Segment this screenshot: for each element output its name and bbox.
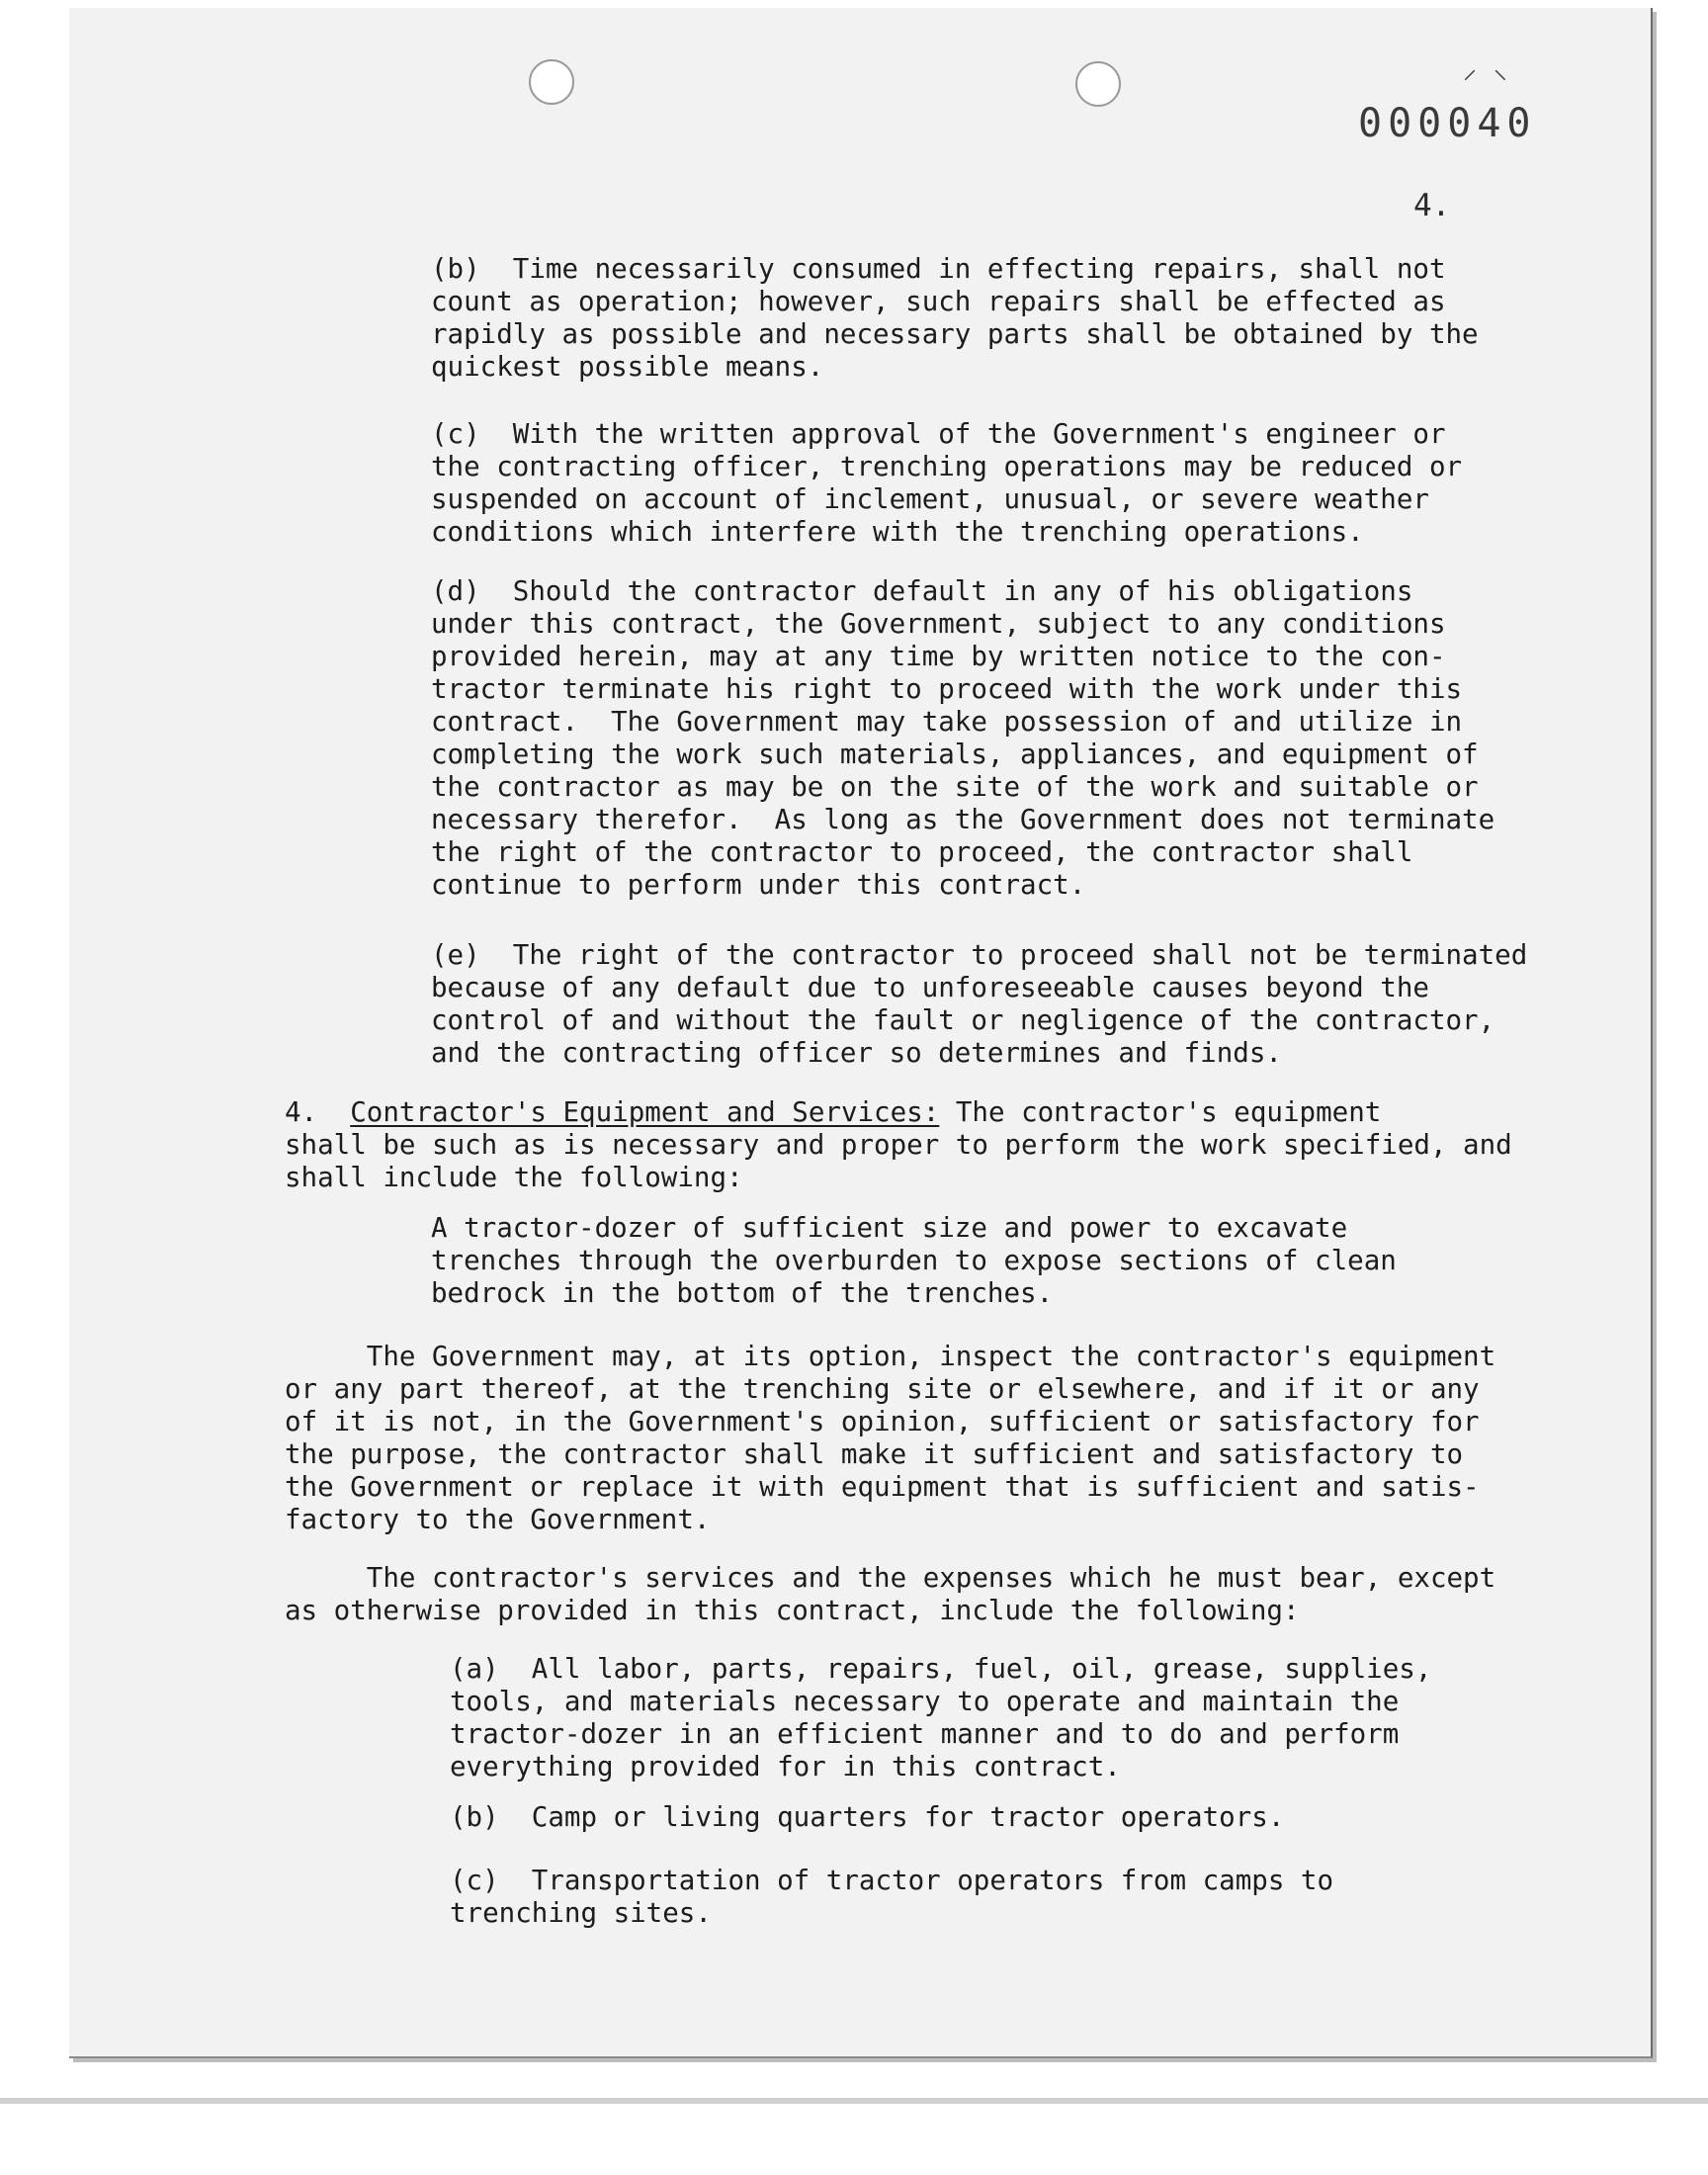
paragraph-line: under this contract, the Government, subject to any conditions [431, 608, 1446, 640]
paragraph-line: suspended on account of inclement, unusual, or severe weather [431, 483, 1429, 515]
paragraph-d [431, 575, 1494, 902]
section-heading: Contractor's Equipment and Services: [350, 1096, 940, 1128]
paragraph-line: and the contracting officer so determines and finds. [431, 1037, 1282, 1069]
paragraph-line: necessary therefor. As long as the Government does not terminate [431, 804, 1495, 835]
paragraph-line: The Government may, at its option, inspect the contractor's equipment [285, 1341, 1496, 1372]
paragraph-line: as otherwise provided in this contract, include the following: [285, 1595, 1300, 1626]
page-shadow [0, 2098, 1708, 2104]
services-item-a [450, 1653, 1431, 1784]
paragraph-line: the right of the contractor to proceed, the contractor shall [431, 836, 1413, 868]
paragraph-line: the Government or replace it with equipment that is sufficient and satis- [285, 1471, 1480, 1503]
paragraph-line: control of and without the fault or negligence of the contractor, [431, 1004, 1495, 1036]
paragraph-line: continue to perform under this contract. [431, 869, 1086, 901]
paragraph-line: contract. The Government may take possession of and utilize in [431, 706, 1463, 738]
section-number: 4. [285, 1096, 318, 1128]
paragraph-b [431, 253, 1479, 384]
section-intro-start: The contractor's equipment [939, 1096, 1382, 1128]
document-number: 000040 [1358, 101, 1537, 146]
services-paragraph [285, 1562, 1495, 1627]
services-item-b [450, 1801, 1284, 1834]
paragraph-line: or any part thereof, at the trenching site or elsewhere, and if it or any [285, 1373, 1480, 1405]
paragraph-line: of it is not, in the Government's opinion, sufficient or satisfactory for [285, 1406, 1480, 1437]
paragraph-line: (c) Transportation of tractor operators from camps to [450, 1865, 1334, 1896]
paragraph-line: tractor-dozer in an efficient manner and to do and perform [450, 1718, 1400, 1750]
paragraph-line: (c) With the written approval of the Government's engineer or [431, 418, 1446, 450]
paragraph-line: conditions which interfere with the trenching operations. [431, 516, 1364, 548]
paragraph-line: tractor terminate his right to proceed with the work under this [431, 673, 1463, 705]
page-number: 4. [1413, 188, 1451, 223]
paragraph-line: trenching sites. [450, 1897, 712, 1929]
punch-hole-right [1075, 61, 1121, 107]
paragraph-line: bedrock in the bottom of the trenches. [431, 1277, 1054, 1309]
paragraph-c [431, 418, 1462, 549]
paragraph-line: the contractor as may be on the site of the work and suitable or [431, 771, 1479, 803]
section-intro-line: shall include the following: [285, 1162, 743, 1193]
inspection-paragraph [285, 1341, 1495, 1536]
paragraph-line: the purpose, the contractor shall make it sufficient and satisfactory to [285, 1438, 1464, 1470]
paragraph-line: factory to the Government. [285, 1504, 711, 1535]
paragraph-line: trenches through the overburden to expose sections of clean [431, 1245, 1397, 1276]
section-intro-line: shall be such as is necessary and proper to perform the work specified, and [285, 1129, 1512, 1161]
paragraph-line: rapidly as possible and necessary parts shall be obtained by the [431, 318, 1479, 350]
paragraph-line: because of any default due to unforeseeable causes beyond the [431, 972, 1429, 1003]
section-4 [285, 1096, 1512, 1194]
paragraph-line: A tractor-dozer of sufficient size and power to excavate [431, 1212, 1348, 1244]
paragraph-line: the contracting officer, trenching operations may be reduced or [431, 451, 1463, 482]
paragraph-line: The contractor's services and the expenses which he must bear, except [285, 1562, 1496, 1594]
paragraph-line: provided herein, may at any time by written notice to the con- [431, 641, 1446, 672]
paragraph-line: (b) Time necessarily consumed in effecting repairs, shall not [431, 253, 1446, 285]
paragraph-line: tools, and materials necessary to operate and maintain the [450, 1686, 1400, 1717]
punch-hole-left [529, 59, 574, 105]
paragraph-line: completing the work such materials, appliances, and equipment of [431, 739, 1479, 770]
section-heading-line [285, 1096, 1512, 1129]
paragraph-line: quickest possible means. [431, 351, 824, 383]
check-mark-icon: ⸝ ⸜ [1463, 52, 1507, 85]
services-item-c [450, 1865, 1333, 1930]
paragraph-line: (d) Should the contractor default in any of his obligations [431, 575, 1413, 607]
paragraph-line: everything provided for in this contract. [450, 1751, 1121, 1783]
paragraph-line: (b) Camp or living quarters for tractor operators. [450, 1801, 1285, 1833]
equipment-item [431, 1212, 1397, 1310]
paragraph-line: (e) The right of the contractor to proceed shall not be terminated [431, 939, 1528, 971]
paragraph-line: (a) All labor, parts, repairs, fuel, oil, grease, supplies, [450, 1653, 1432, 1685]
paragraph-e [431, 939, 1527, 1070]
paragraph-line: count as operation; however, such repairs shall be effected as [431, 286, 1446, 317]
